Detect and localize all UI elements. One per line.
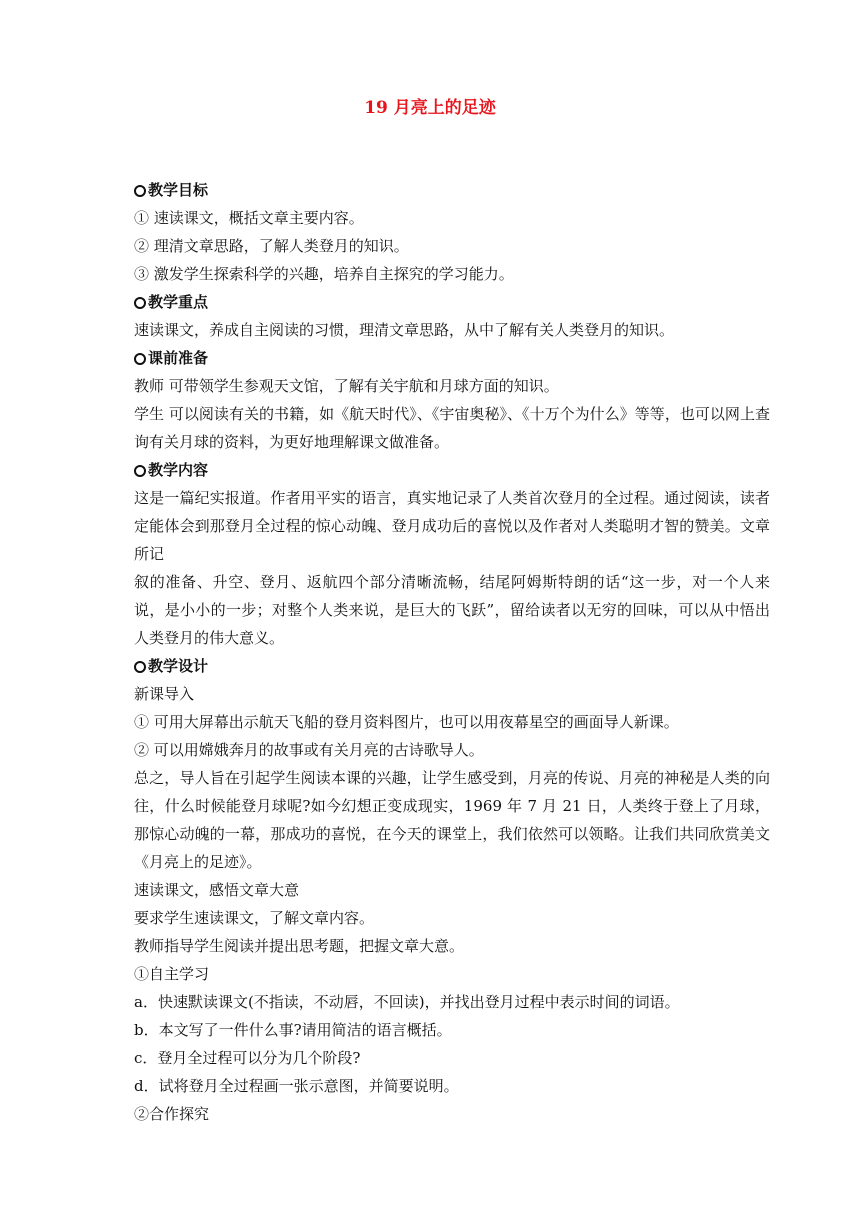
content-paragraph-1: 这是一篇纪实报道。作者用平实的语言，真实地记录了人类首次登月的全过程。通过阅读，读者定能体会到那登月全过程的惊心动魄、登月成功后的喜悦以及作者对人类聪明才智的赞美。文章所记 bbox=[134, 489, 770, 563]
prep-student: 学生 可以阅读有关的书籍，如《航天时代》、《宇宙奥秘》、《十万个为什么》等等，也可以网上查询有关月球的资料，为更好地理解课文做准备。 bbox=[134, 405, 770, 451]
read-requirement: 要求学生速读课文，了解文章内容。 bbox=[134, 909, 375, 927]
read-heading: 速读课文，感悟文章大意 bbox=[134, 881, 300, 899]
self-study-heading: ①自主学习 bbox=[134, 965, 210, 983]
goal-item: ③ 激发学生探索科学的兴趣，培养自主探究的学习能力。 bbox=[134, 265, 514, 283]
section-heading-goals: 教学目标 bbox=[134, 176, 770, 204]
section-heading-design: 教学设计 bbox=[134, 652, 770, 680]
goal-item: ① 速读课文，概括文章主要内容。 bbox=[134, 209, 364, 227]
circle-bullet-icon bbox=[134, 353, 146, 365]
coop-heading: ②合作探究 bbox=[134, 1105, 210, 1123]
question-item: a．快速默读课文(不指读，不动唇，不回读)，并找出登月过程中表示时间的词语。 bbox=[134, 993, 680, 1011]
circle-bullet-icon bbox=[134, 297, 146, 309]
goal-item: ② 理清文章思路，了解人类登月的知识。 bbox=[134, 237, 409, 255]
question-item: d．试将登月全过程画一张示意图，并简要说明。 bbox=[134, 1077, 459, 1095]
read-guide: 教师指导学生阅读并提出思考题，把握文章大意。 bbox=[134, 937, 465, 955]
key-text: 速读课文，养成自主阅读的习惯，理清文章思路，从中了解有关人类登月的知识。 bbox=[134, 321, 675, 339]
content-paragraph-2: 叙的准备、升空、登月、返航四个部分清晰流畅，结尾阿姆斯特朗的话“这一步，对一个人来说，是小小的一步；对整个人类来说，是巨大的飞跃”，留给读者以无穷的回味，可以从中悟出人类登月的伟大意义。 bbox=[134, 573, 770, 647]
design-item: ② 可以用嫦娥奔月的故事或有关月亮的古诗歌导人。 bbox=[134, 741, 484, 759]
page-title: 19 月亮上的足迹 bbox=[364, 98, 496, 118]
circle-bullet-icon bbox=[134, 465, 146, 477]
document-body bbox=[134, 176, 770, 1128]
circle-bullet-icon bbox=[134, 661, 146, 673]
section-heading-prep: 课前准备 bbox=[134, 344, 770, 372]
circle-bullet-icon bbox=[134, 185, 146, 197]
section-heading-content: 教学内容 bbox=[134, 456, 770, 484]
question-item: b．本文写了一件什么事?请用简洁的语言概括。 bbox=[134, 1021, 452, 1039]
prep-teacher: 教师 可带领学生参观天文馆，了解有关宇航和月球方面的知识。 bbox=[134, 377, 559, 395]
section-heading-key: 教学重点 bbox=[134, 288, 770, 316]
design-summary: 总之，导人旨在引起学生阅读本课的兴趣，让学生感受到，月亮的传说、月亮的神秘是人类的向往，什么时候能登月球呢?如今幻想正变成现实，1969 年 7 月 21 日，人类终于登上了月球，那惊心动魄的一幕，那成功的喜悦，在今天的课堂上，我们依然可以领略。让我们共同欣赏美文《月亮上的足迹》。 bbox=[134, 769, 770, 871]
question-item: c．登月全过程可以分为几个阶段? bbox=[134, 1049, 361, 1067]
design-intro: 新课导入 bbox=[134, 685, 195, 703]
design-item: ① 可用大屏幕出示航天飞船的登月资料图片，也可以用夜幕星空的画面导人新课。 bbox=[134, 713, 679, 731]
